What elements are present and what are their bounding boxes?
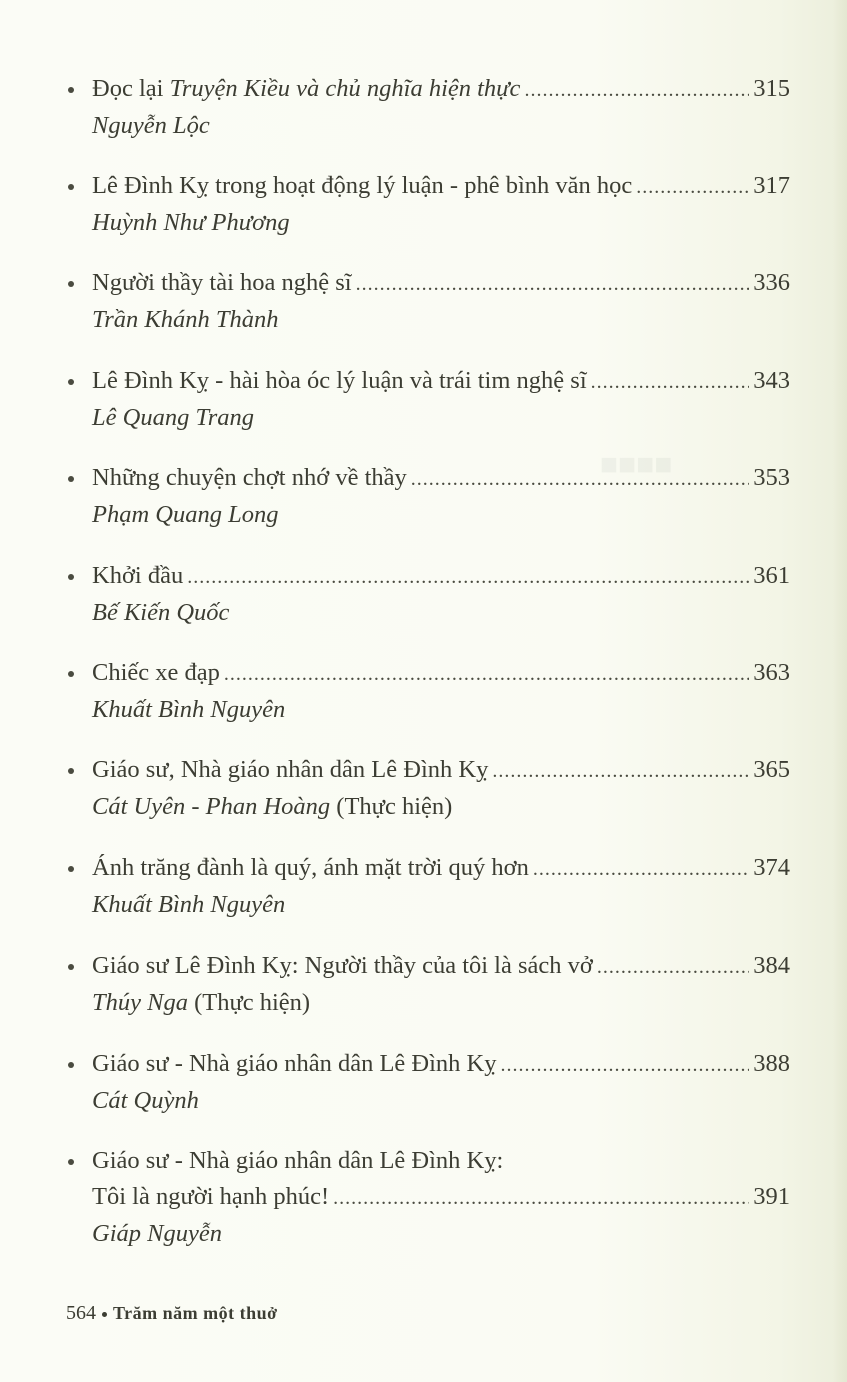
dot-leader [533, 851, 749, 887]
toc-title-line-1: Giáo sư - Nhà giáo nhân dân Lê Đình Kỵ: [92, 1147, 504, 1174]
toc-entry[interactable] [62, 71, 790, 144]
bleed-through-text: ■■■■ [600, 448, 673, 481]
toc-title: Lê Đình Kỵ trong hoạt động lý luận - phê bình văn học [92, 172, 633, 199]
toc-title: Chiếc xe đạp [92, 659, 220, 686]
toc-title: Giáo sư Lê Đình Kỵ: Người thầy của tôi là sách vở [92, 952, 593, 979]
bullet-icon [68, 964, 74, 970]
toc-author [92, 789, 790, 825]
toc-title-line [92, 1046, 790, 1083]
toc-author: Khuất Bình Nguyên [92, 696, 286, 723]
toc-page-number: 353 [753, 464, 790, 491]
bullet-icon [68, 1062, 74, 1068]
dot-leader [597, 949, 749, 985]
toc-entry[interactable] [62, 558, 790, 631]
toc-title [92, 71, 520, 107]
toc-title: Khởi đầu [92, 562, 184, 589]
toc-title-line [92, 948, 790, 985]
toc-author [92, 985, 790, 1021]
toc-title: Tôi là người hạnh phúc! [92, 1183, 330, 1210]
page-edge-shadow [833, 0, 847, 1382]
dot-leader [591, 364, 750, 400]
toc-title-line [92, 71, 790, 108]
toc-page-number: 343 [753, 367, 790, 394]
dot-leader [333, 1180, 749, 1216]
toc-page-number: 315 [753, 75, 790, 102]
dot-leader [411, 461, 750, 497]
toc-entry[interactable] [62, 1046, 790, 1119]
bullet-icon [68, 866, 74, 872]
toc-author: Giáp Nguyễn [92, 1220, 222, 1247]
toc-page-number: 336 [753, 269, 790, 296]
bullet-icon [68, 671, 74, 677]
toc-title: Những chuyện chợt nhớ về thầy [92, 464, 407, 491]
toc-author-role: (Thực hiện) [194, 989, 311, 1016]
bullet-icon [68, 768, 74, 774]
toc-title-line [92, 1179, 790, 1216]
toc-title-line [92, 363, 790, 400]
toc-entry[interactable] [62, 948, 790, 1021]
toc-page-number: 388 [753, 1050, 790, 1077]
dot-leader [501, 1047, 750, 1083]
dot-leader [492, 753, 749, 789]
toc-title-line [92, 850, 790, 887]
toc-author-name: Cát Uyên - Phan Hoàng [92, 793, 331, 820]
bullet-icon [68, 87, 74, 93]
toc-page-number: 384 [753, 952, 790, 979]
toc-title: Giáo sư, Nhà giáo nhân dân Lê Đình Kỵ [92, 756, 489, 783]
toc-author: Cát Quỳnh [92, 1087, 199, 1114]
toc-page-number: 361 [753, 562, 790, 589]
toc-page-number: 317 [753, 172, 790, 199]
toc-page-number: 391 [753, 1183, 790, 1210]
toc-entry[interactable] [62, 1143, 790, 1252]
toc-author-role: (Thực hiện) [336, 793, 453, 820]
toc-title-line [92, 558, 790, 595]
toc-title-italic: Truyện Kiều và chủ nghĩa hiện thực [169, 75, 521, 102]
toc-page-number: 365 [753, 756, 790, 783]
footer-page-number: 564 [66, 1302, 96, 1324]
dot-leader [224, 656, 749, 692]
bullet-icon [68, 476, 74, 482]
toc-title-line [92, 655, 790, 692]
toc-author: Bế Kiến Quốc [92, 599, 230, 626]
bullet-icon [68, 574, 74, 580]
toc-title-line [92, 265, 790, 302]
toc-entry[interactable] [62, 655, 790, 728]
toc-entry[interactable] [62, 168, 790, 241]
footer-bullet-icon [102, 1312, 107, 1317]
toc-title: Lê Đình Kỵ - hài hòa óc lý luận và trái tim nghệ sĩ [92, 367, 587, 394]
dot-leader [356, 266, 750, 302]
toc-entry[interactable] [62, 752, 790, 825]
footer-book-title: Trăm năm một thuở [113, 1303, 278, 1323]
bullet-icon [68, 1159, 74, 1165]
dot-leader [187, 559, 749, 595]
toc-title: Ánh trăng đành là quý, ánh mặt trời quý hơn [92, 854, 529, 881]
toc-author: Khuất Bình Nguyên [92, 891, 286, 918]
dot-leader [636, 169, 749, 205]
toc-title-line [92, 752, 790, 789]
toc-title: Người thầy tài hoa nghệ sĩ [92, 269, 352, 296]
toc-page-number: 363 [753, 659, 790, 686]
toc-author: Huỳnh Như Phương [92, 209, 290, 236]
toc-entry[interactable] [62, 460, 790, 533]
toc-entry[interactable] [62, 850, 790, 923]
page-footer [66, 1302, 278, 1325]
toc-author-name: Thúy Nga [92, 989, 188, 1016]
toc-author: Lê Quang Trang [92, 404, 255, 431]
toc-author: Phạm Quang Long [92, 501, 279, 528]
bullet-icon [68, 379, 74, 385]
toc-author: Nguyễn Lộc [92, 112, 210, 139]
toc-entry[interactable] [62, 265, 790, 338]
bullet-icon [68, 184, 74, 190]
toc-author: Trần Khánh Thành [92, 306, 279, 333]
bullet-icon [68, 281, 74, 287]
toc-entry[interactable] [62, 363, 790, 436]
toc-title-line [92, 460, 790, 497]
toc-title-prefix: Đọc lại [92, 75, 170, 102]
toc-title-line [92, 168, 790, 205]
toc-title: Giáo sư - Nhà giáo nhân dân Lê Đình Kỵ [92, 1050, 497, 1077]
dot-leader [524, 72, 749, 108]
toc-page-number: 374 [753, 854, 790, 881]
